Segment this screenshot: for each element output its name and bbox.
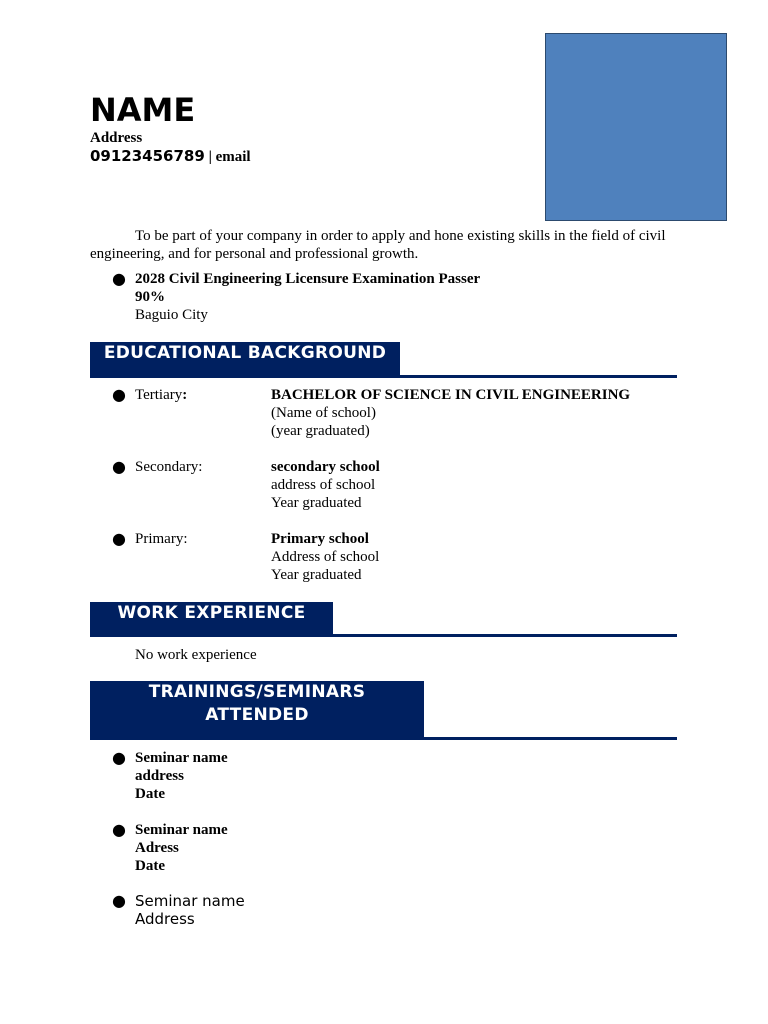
work-text: No work experience [135, 647, 257, 663]
resume-name: NAME [90, 91, 196, 129]
school-name: secondary school [271, 459, 380, 475]
objective-text: To be part of your company in order to apply and hone existing skills in the field of civil engineering, and for personal and professional growth. [90, 228, 666, 262]
seminar-address: Adress [135, 840, 179, 856]
school-name: Primary school [271, 531, 369, 547]
bullet-icon: ● [112, 820, 126, 839]
section-rule [90, 737, 677, 740]
school-line: (year graduated) [271, 423, 370, 439]
licensure-block [135, 270, 480, 324]
bullet-icon: ● [112, 529, 126, 548]
resume-address: Address [90, 130, 143, 146]
education-details [271, 386, 630, 440]
phone-number: 09123456789 [90, 147, 205, 165]
section-heading-education: EDUCATIONAL BACKGROUND [90, 342, 400, 376]
seminar-name: Seminar name [135, 892, 245, 910]
heading-line: TRAININGS/SEMINARS [148, 682, 366, 702]
education-level: Tertiary: [135, 387, 188, 403]
licensure-title: 2028 Civil Engineering Licensure Examination Passer [135, 271, 481, 287]
seminar-date: Date [135, 786, 165, 802]
school-name: BACHELOR OF SCIENCE IN CIVIL ENGINEERING [271, 387, 631, 403]
school-line: Year graduated [271, 567, 362, 583]
school-line: address of school [271, 477, 376, 493]
section-rule [90, 634, 677, 637]
school-line: Address of school [271, 549, 380, 565]
education-details [271, 458, 380, 512]
seminar-name: Seminar name [135, 822, 228, 838]
seminar-item [135, 892, 245, 928]
school-line: (Name of school) [271, 405, 376, 421]
resume-contact [90, 147, 251, 166]
licensure-place: Baguio City [135, 307, 208, 323]
seminar-item [135, 749, 228, 803]
seminar-date: Date [135, 858, 165, 874]
bullet-icon: ● [112, 269, 126, 288]
education-level: Primary: [135, 531, 188, 547]
bullet-icon: ● [112, 891, 126, 910]
school-line: Year graduated [271, 495, 362, 511]
licensure-rating: 90% [135, 289, 165, 305]
bullet-icon: ● [112, 385, 126, 404]
section-heading-work: WORK EXPERIENCE [90, 602, 333, 636]
seminar-address: address [135, 768, 184, 784]
seminar-address: Address [135, 910, 195, 928]
seminar-name: Seminar name [135, 750, 228, 766]
email-text: | email [204, 149, 251, 165]
section-heading-trainings [90, 681, 424, 739]
seminar-item [135, 821, 228, 875]
heading-line: ATTENDED [205, 705, 309, 725]
photo-placeholder [545, 33, 727, 221]
bullet-icon: ● [112, 748, 126, 767]
section-rule [90, 375, 677, 378]
education-details [271, 530, 379, 584]
education-level: Secondary: [135, 459, 203, 475]
bullet-icon: ● [112, 457, 126, 476]
